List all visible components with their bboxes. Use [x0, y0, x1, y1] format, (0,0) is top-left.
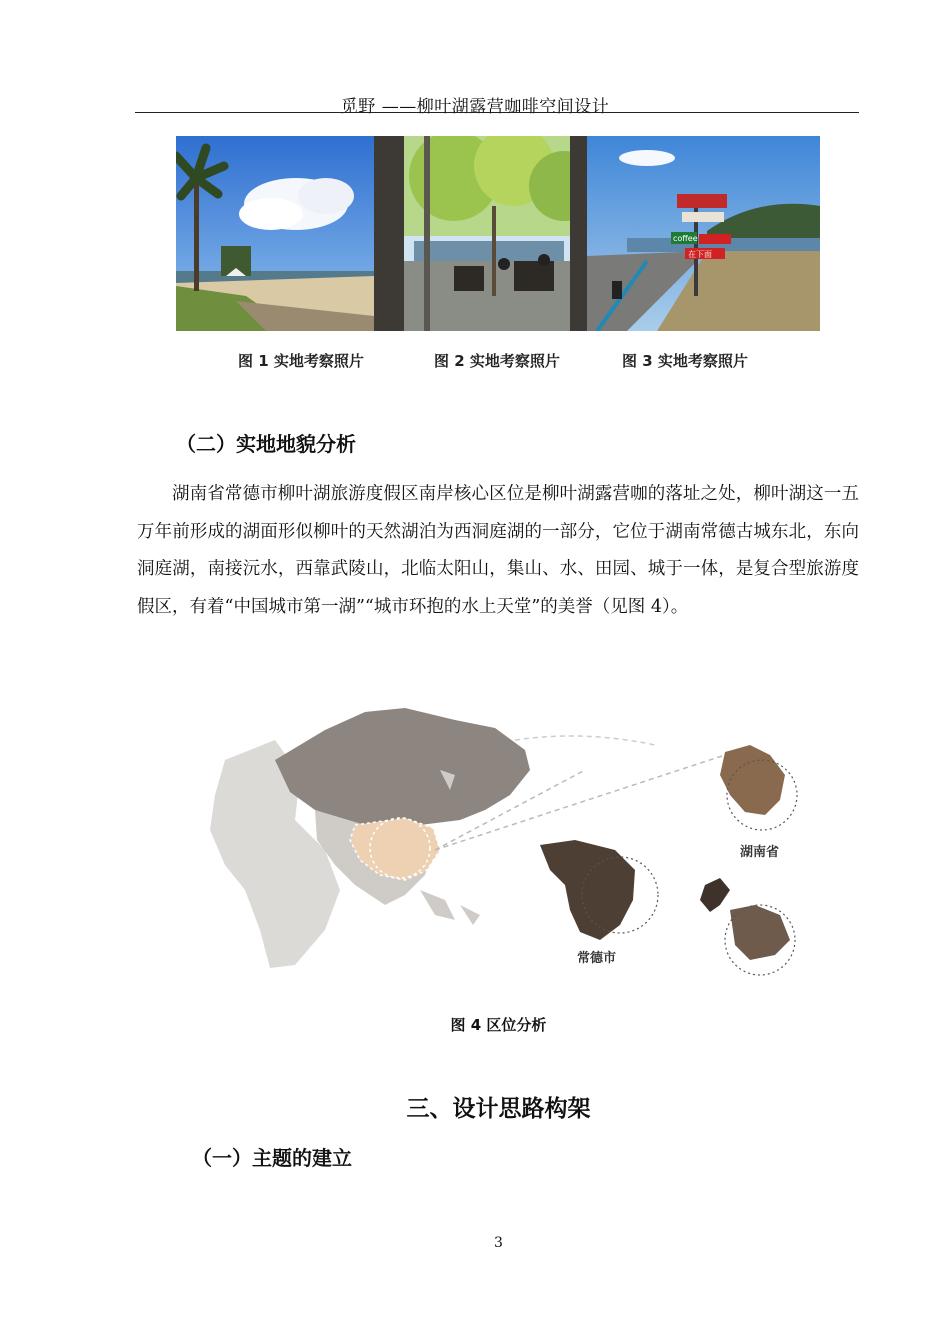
chapter-heading: 三、设计思路构架	[406, 1096, 591, 1122]
photo-terrace	[374, 136, 587, 331]
photo-signs	[587, 136, 820, 331]
map-landmass-eurasia	[275, 708, 530, 828]
paragraph-text: 湖南省常德市柳叶湖旅游度假区南岸核心区位是柳叶湖露营咖的落址之处，柳叶湖这一五万年前形成的湖面形似柳叶的天然湖泊为西洞庭湖的一部分，它位于湖南常德古城东北，东向洞庭湖，南接沅水，西靠武陵山，北临太阳山，集山、水、田园、城于一体，是复合型旅游度假区，有着“中国城市第一湖”“城市环抱的水上天堂”的美誉（见图 4）。	[137, 484, 859, 617]
photo-beach	[176, 136, 374, 331]
label-hunan: 湖南省	[740, 845, 780, 860]
sign-below: 在下面	[688, 250, 712, 259]
fig1-caption: 图 1 实地考察照片	[238, 352, 364, 370]
header-rule	[135, 112, 859, 113]
fig4-caption: 图 4 区位分析	[450, 1016, 547, 1034]
sign-coffee: coffee	[673, 234, 698, 243]
page-number: 3	[494, 1235, 503, 1251]
fig2-caption: 图 2 实地考察照片	[434, 352, 560, 370]
map-lake-district	[700, 878, 730, 912]
location-map-figure	[205, 700, 815, 1000]
fig3-caption: 图 3 实地考察照片	[622, 352, 748, 370]
running-header: 觅野 ——柳叶湖露营咖啡空间设计	[340, 97, 610, 117]
terrain-paragraph	[137, 476, 859, 626]
label-changde: 常德市	[577, 951, 617, 966]
section-heading-terrain: （二）实地地貌分析	[176, 432, 356, 456]
map-changde-city	[540, 840, 635, 940]
sub-heading-theme: （一）主题的建立	[192, 1146, 352, 1170]
